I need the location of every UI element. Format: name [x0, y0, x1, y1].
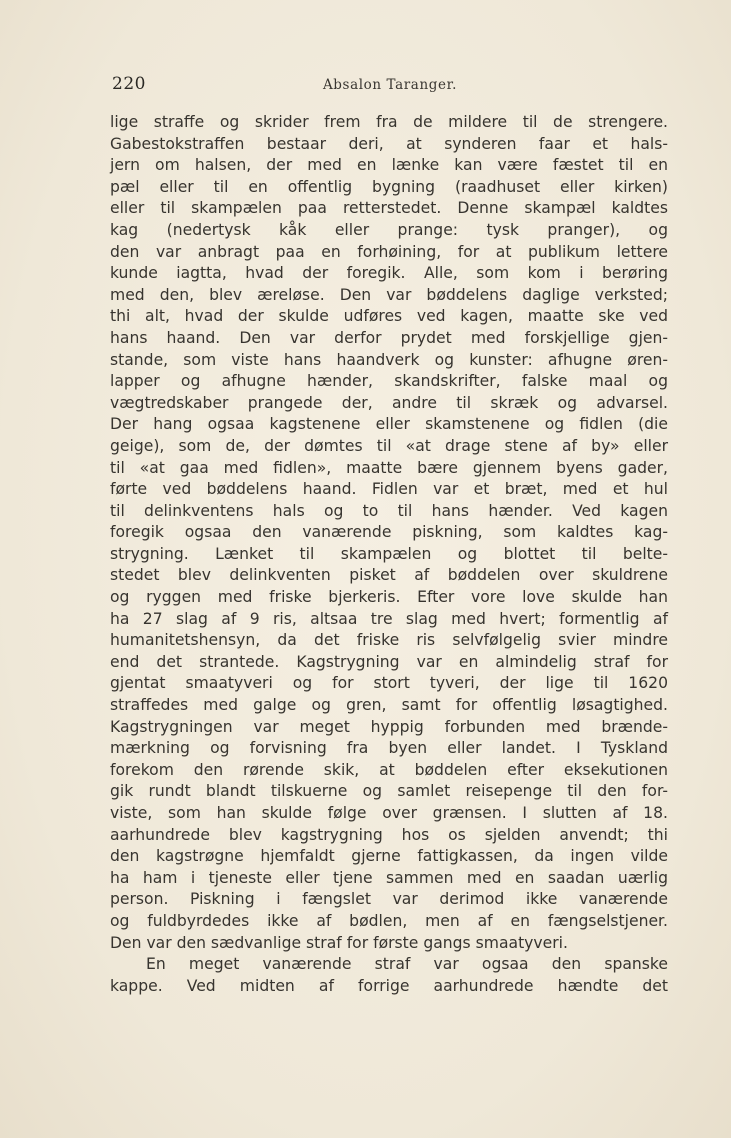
text-line: strygning. Lænket til skampælen og blottet til belte-	[110, 544, 668, 563]
text-line: til delinkventens hals og to til hans hænder. Ved kagen	[110, 501, 668, 520]
text-line: En meget vanærende straf var ogsaa den spanske	[146, 955, 668, 974]
text-line: viste, som han skulde følge over grænsen. I slutten af 18.	[110, 804, 668, 822]
text-line: og ryggen med friske bjerkeris. Efter vore love skulde han	[110, 588, 668, 607]
text-line: gjentat smaatyveri og for stort tyveri, der lige til 1620	[110, 674, 668, 693]
text-line: geige), som de, der dømtes til «at drage stene af by» eller	[110, 436, 668, 455]
text-line: person. Piskning i fængslet var derimod ikke vanærende	[110, 890, 668, 909]
text-line: kappe. Ved midten af forrige aarhundrede hændte det	[110, 976, 668, 995]
text-line: Den var den sædvanlige straf for første gangs smaatyveri.	[110, 933, 568, 952]
text-line: thi alt, hvad der skulde udføres ved kagen, maatte ske ved	[110, 307, 668, 326]
text-line: foregik ogsaa den vanærende piskning, som kaldtes kag-	[110, 523, 668, 542]
text-line: forekom den rørende skik, at bøddelen efter eksekutionen	[110, 760, 668, 779]
text-line: pæl eller til en offentlig bygning (raadhuset eller kirken)	[110, 177, 668, 196]
text-line: vægtredskaber prangede der, andre til skræk og advarsel.	[110, 393, 668, 412]
text-line: Gabestokstraffen bestaar deri, at synderen faar et hals-	[110, 134, 668, 153]
text-line: stedet blev delinkventen pisket af bøddelen over skuldrene	[110, 566, 668, 585]
text-line: med den, blev æreløse. Den var bøddelens daglige verksted;	[110, 285, 668, 304]
text-line: Kagstrygningen var meget hyppig forbunden med brænde-	[110, 717, 668, 736]
text-line: ha ham i tjeneste eller tjene sammen med en saadan uærlig	[110, 868, 668, 887]
text-line: lige straffe og skrider frem fra de mildere til de strengere.	[110, 113, 668, 131]
text-line: jern om halsen, der med en lænke kan være fæstet til en	[110, 156, 668, 175]
text-line: hans haand. Den var derfor prydet med forskjellige gjen-	[110, 328, 668, 347]
text-line: gik rundt blandt tilskuerne og samlet reisepenge til den for-	[110, 782, 668, 801]
text-line: stande, som viste hans haandverk og kunster: afhugne øren-	[110, 350, 668, 369]
text-line: og fuldbyrdedes ikke af bødlen, men af en fængselstjener.	[110, 911, 668, 930]
text-line: end det strantede. Kagstrygning var en almindelig straf for	[110, 652, 668, 671]
page-number: 220	[112, 74, 146, 94]
running-title: Absalon Taranger.	[322, 77, 458, 93]
text-line: til «at gaa med fidlen», maatte bære gjennem byens gader,	[110, 458, 668, 477]
text-line: lapper og afhugne hænder, skandskrifter, falske maal og	[110, 372, 668, 391]
text-line: Der hang ogsaa kagstenene eller skamstenene og fidlen (die	[110, 415, 668, 434]
text-line: aarhundrede blev kagstrygning hos os sjelden anvendt; thi	[110, 825, 668, 844]
text-line: humanitetshensyn, da det friske ris selvfølgelig svier mindre	[110, 631, 668, 650]
text-line: mærkning og forvisning fra byen eller landet. I Tyskland	[110, 739, 668, 758]
text-line: den var anbragt paa en forhøining, for at publikum lettere	[110, 242, 668, 261]
text-line: ha 27 slag af 9 ris, altsaa tre slag med hvert; formentlig af	[110, 609, 668, 628]
text-line: den kagstrøgne hjemfaldt gjerne fattigkassen, da ingen vilde	[110, 847, 668, 866]
text-line: eller til skampælen paa retterstedet. Denne skampæl kaldtes	[110, 199, 668, 218]
text-line: kunde iagtta, hvad der foregik. Alle, som kom i berøring	[110, 264, 668, 283]
text-line: førte ved bøddelens haand. Fidlen var et bræt, med et hul	[110, 480, 668, 499]
running-head	[112, 74, 668, 98]
text-line: kag (nedertysk kåk eller prange: tysk pranger), og	[110, 220, 668, 239]
body-text	[110, 112, 668, 997]
text-line: straffedes med galge og gren, samt for offentlig løsagtighed.	[110, 696, 668, 715]
